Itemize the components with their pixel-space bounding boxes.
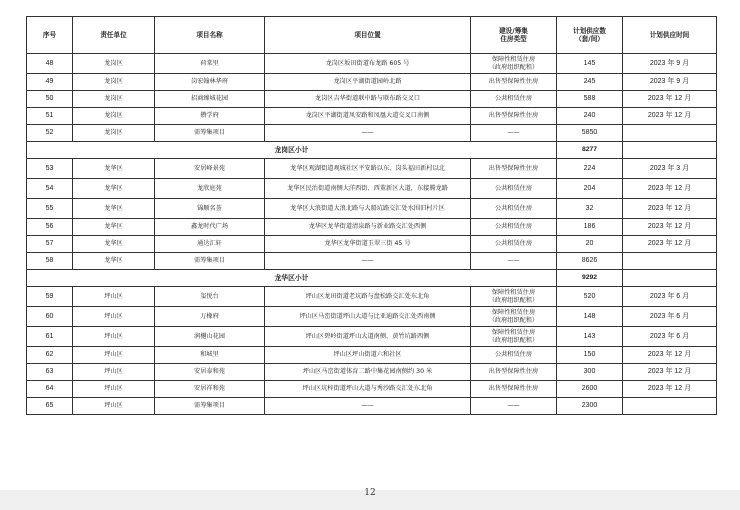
cell-seq: 57	[27, 236, 73, 253]
cell-seq: 52	[27, 125, 73, 142]
cell-location: 龙岗区坂田街道布龙路 605 号	[265, 54, 471, 74]
cell-seq: 62	[27, 347, 73, 364]
table-row	[27, 199, 717, 219]
table-row	[27, 347, 717, 364]
header-location: 项目位置	[265, 17, 471, 54]
cell-time: 2023 年 6 月	[623, 287, 717, 307]
cell-seq: 60	[27, 307, 73, 327]
cell-name: 招商臻城花园	[155, 91, 265, 108]
cell-location: 坪山区龙田街道老坑路与盘松路交汇处东北角	[265, 287, 471, 307]
housing-supply-table	[26, 16, 717, 415]
cell-unit: 坪山区	[73, 347, 155, 364]
cell-location: ——	[265, 125, 471, 142]
cell-supply: 588	[557, 91, 623, 108]
cell-name: 攒学府	[155, 108, 265, 125]
cell-seq: 48	[27, 54, 73, 74]
cell-time: 2023 年 12 月	[623, 381, 717, 398]
table-row	[27, 364, 717, 381]
header-seq: 序号	[27, 17, 73, 54]
cell-supply: 8626	[557, 253, 623, 270]
cell-type	[471, 307, 557, 327]
cell-type-line2: （政府组织配租）	[488, 316, 539, 324]
cell-type-line1: 保障性租赁住房	[491, 288, 536, 296]
cell-supply: 143	[557, 327, 623, 347]
cell-type: 公共租赁住房	[471, 219, 557, 236]
table-row	[27, 108, 717, 125]
subtotal-label: 龙岗区小计	[27, 142, 557, 159]
cell-seq: 54	[27, 179, 73, 199]
cell-time: 2023 年 12 月	[623, 91, 717, 108]
cell-type: ——	[471, 125, 557, 142]
cell-name: 需筹集项目	[155, 398, 265, 415]
header-type-line2: 住房类型	[500, 35, 527, 43]
cell-supply: 186	[557, 219, 623, 236]
cell-time: 2023 年 9 月	[623, 74, 717, 91]
table-row	[27, 74, 717, 91]
cell-name: 需筹集项目	[155, 253, 265, 270]
cell-unit: 龙岗区	[73, 125, 155, 142]
cell-location: ——	[265, 253, 471, 270]
table-row	[27, 91, 717, 108]
cell-time: 2023 年 3 月	[623, 159, 717, 179]
cell-time	[623, 253, 717, 270]
table-body	[27, 54, 717, 415]
cell-location: 龙华区观湖街道观城社区平安路以东、岗头福田新村以北	[265, 159, 471, 179]
header-supply	[557, 17, 623, 54]
cell-time: 2023 年 12 月	[623, 108, 717, 125]
cell-seq: 61	[27, 327, 73, 347]
cell-unit: 龙华区	[73, 179, 155, 199]
cell-supply: 145	[557, 54, 623, 74]
cell-type: ——	[471, 398, 557, 415]
cell-location: 龙华区龙华街道玉翠三街 45 号	[265, 236, 471, 253]
cell-time: 2023 年 12 月	[623, 219, 717, 236]
cell-supply: 32	[557, 199, 623, 219]
cell-location: 龙华区龙华街道清泉路与新业路交汇处西侧	[265, 219, 471, 236]
cell-type: 出售型保障性住房	[471, 364, 557, 381]
table-row	[27, 159, 717, 179]
cell-type: 出售型保障性住房	[471, 159, 557, 179]
cell-supply: 240	[557, 108, 623, 125]
cell-supply: 148	[557, 307, 623, 327]
cell-time: 2023 年 12 月	[623, 364, 717, 381]
cell-time: 2023 年 6 月	[623, 327, 717, 347]
cell-supply: 224	[557, 159, 623, 179]
cell-supply: 204	[557, 179, 623, 199]
cell-name: 岗宏翰林华府	[155, 74, 265, 91]
cell-type-line2: （政府组织配租）	[488, 336, 539, 344]
page-number: 12	[364, 488, 376, 498]
cell-type-line1: 保障性租赁住房	[491, 55, 536, 63]
cell-type: ——	[471, 253, 557, 270]
table-row	[27, 54, 717, 74]
table-row	[27, 179, 717, 199]
cell-type	[471, 327, 557, 347]
cell-supply: 245	[557, 74, 623, 91]
header-supply-line1: 计划供应数	[573, 27, 606, 35]
subtotal-time	[623, 270, 717, 287]
cell-type	[471, 54, 557, 74]
cell-type	[471, 287, 557, 307]
cell-location: 龙岗区吉华街道联中路与联布路交叉口	[265, 91, 471, 108]
cell-time: 2023 年 6 月	[623, 307, 717, 327]
header-type-line1: 建设/筹集	[499, 27, 528, 35]
cell-time: 2023 年 12 月	[623, 236, 717, 253]
cell-unit: 坪山区	[73, 307, 155, 327]
cell-location: 坪山区马峦街道坪山大道与比亚迪路交汇处西南侧	[265, 307, 471, 327]
cell-time: 2023 年 12 月	[623, 347, 717, 364]
cell-unit: 龙岗区	[73, 91, 155, 108]
cell-unit: 龙华区	[73, 219, 155, 236]
cell-name: 锦顺名荟	[155, 199, 265, 219]
cell-type: 出售型保障性住房	[471, 108, 557, 125]
cell-unit: 坪山区	[73, 287, 155, 307]
cell-seq: 64	[27, 381, 73, 398]
cell-location: 坪山区坑梓街道坪山大道与秀沙路交汇处东北角	[265, 381, 471, 398]
cell-supply: 5850	[557, 125, 623, 142]
cell-seq: 53	[27, 159, 73, 179]
cell-location: 坪山区碧岭街道坪山大道南侧、黄竹坑路西侧	[265, 327, 471, 347]
cell-name: 需筹集项目	[155, 125, 265, 142]
cell-name: 通达汇轩	[155, 236, 265, 253]
cell-name: 安居峰景苑	[155, 159, 265, 179]
table-row	[27, 219, 717, 236]
cell-time	[623, 125, 717, 142]
subtotal-row	[27, 142, 717, 159]
cell-seq: 51	[27, 108, 73, 125]
cell-unit: 龙华区	[73, 236, 155, 253]
cell-location: ——	[265, 398, 471, 415]
cell-name: 润樾山花园	[155, 327, 265, 347]
cell-seq: 50	[27, 91, 73, 108]
cell-type: 公共租赁住房	[471, 199, 557, 219]
subtotal-row	[27, 270, 717, 287]
subtotal-supply: 8277	[557, 142, 623, 159]
table-row	[27, 381, 717, 398]
table-row	[27, 253, 717, 270]
cell-supply: 150	[557, 347, 623, 364]
cell-location: 龙岗区平湖街道园岭北路	[265, 74, 471, 91]
cell-time: 2023 年 9 月	[623, 54, 717, 74]
header-name: 项目名称	[155, 17, 265, 54]
cell-supply: 20	[557, 236, 623, 253]
cell-type-line2: （政府组织配租）	[488, 63, 539, 71]
cell-seq: 59	[27, 287, 73, 307]
cell-type: 公共租赁住房	[471, 236, 557, 253]
cell-seq: 56	[27, 219, 73, 236]
cell-seq: 63	[27, 364, 73, 381]
cell-supply: 2600	[557, 381, 623, 398]
cell-type: 公共租赁住房	[471, 347, 557, 364]
cell-unit: 坪山区	[73, 381, 155, 398]
cell-type: 公共租赁住房	[471, 179, 557, 199]
cell-location: 坪山区马峦街道体育二路中集花园南侧约 30 米	[265, 364, 471, 381]
cell-unit: 龙岗区	[73, 54, 155, 74]
table-row	[27, 307, 717, 327]
cell-name: 鑫龙时代广场	[155, 219, 265, 236]
cell-location: 龙岗区平湖街道凤安路和凤凰大道交叉口南侧	[265, 108, 471, 125]
cell-seq: 65	[27, 398, 73, 415]
header-supply-line2: （套/间）	[575, 35, 604, 43]
cell-unit: 龙华区	[73, 159, 155, 179]
header-time: 计划供应时间	[623, 17, 717, 54]
subtotal-label: 龙华区小计	[27, 270, 557, 287]
cell-supply: 2300	[557, 398, 623, 415]
cell-unit: 龙华区	[73, 199, 155, 219]
table-row	[27, 327, 717, 347]
cell-name: 万橡府	[155, 307, 265, 327]
cell-type: 出售型保障性住房	[471, 74, 557, 91]
cell-unit: 龙岗区	[73, 108, 155, 125]
table-header-row	[27, 17, 717, 54]
cell-name: 荷棠里	[155, 54, 265, 74]
subtotal-time	[623, 142, 717, 159]
cell-location: 龙华区民治街道南侧大洋西街、西董新区大道，东接腾龙路	[265, 179, 471, 199]
cell-supply: 520	[557, 287, 623, 307]
cell-unit: 坪山区	[73, 364, 155, 381]
header-unit: 责任单位	[73, 17, 155, 54]
cell-name: 安居泰和苑	[155, 364, 265, 381]
cell-unit: 龙岗区	[73, 74, 155, 91]
cell-name: 安居祥和苑	[155, 381, 265, 398]
table-row	[27, 236, 717, 253]
cell-seq: 49	[27, 74, 73, 91]
cell-type: 公共租赁住房	[471, 91, 557, 108]
cell-name: 和城里	[155, 347, 265, 364]
table-row	[27, 287, 717, 307]
cell-supply: 300	[557, 364, 623, 381]
cell-type-line2: （政府组织配租）	[488, 296, 539, 304]
cell-location: 坪山区坪山街道六和社区	[265, 347, 471, 364]
cell-time	[623, 398, 717, 415]
table-row	[27, 398, 717, 415]
header-type	[471, 17, 557, 54]
subtotal-supply: 9292	[557, 270, 623, 287]
table-row	[27, 125, 717, 142]
cell-unit: 龙华区	[73, 253, 155, 270]
cell-name: 龙欣庭苑	[155, 179, 265, 199]
cell-location: 龙华区大浪街道大浪北路与大船坑路交汇处水围旧村片区	[265, 199, 471, 219]
cell-time: 2023 年 12 月	[623, 199, 717, 219]
cell-type-line1: 保障性租赁住房	[491, 328, 536, 336]
cell-seq: 55	[27, 199, 73, 219]
cell-type-line1: 保障性租赁住房	[491, 308, 536, 316]
cell-name: 玺悦台	[155, 287, 265, 307]
cell-time: 2023 年 12 月	[623, 179, 717, 199]
cell-unit: 坪山区	[73, 398, 155, 415]
cell-seq: 58	[27, 253, 73, 270]
cell-unit: 坪山区	[73, 327, 155, 347]
cell-type: 出售型保障性住房	[471, 381, 557, 398]
